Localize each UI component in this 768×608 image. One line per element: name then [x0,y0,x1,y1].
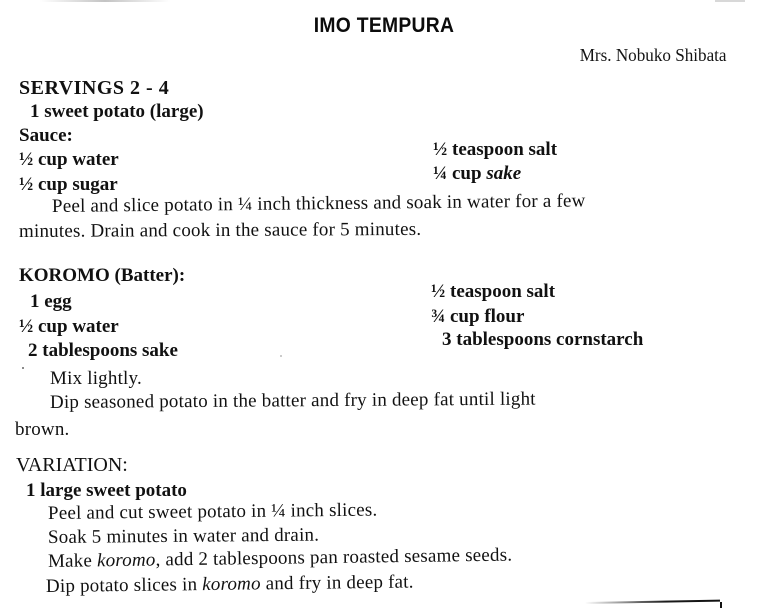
sauce-ingredient: ½ cup sugar [19,174,118,195]
main-ingredient: 1 sweet potato (large) [30,101,204,122]
scan-speck [22,367,24,369]
step-text: Dip potato slices in [45,574,203,597]
scan-artifact-bottom-edge [585,600,720,604]
koromo-heading [19,265,185,287]
variation-step [48,545,513,573]
koromo-ingredient: 2 tablespoons sake [28,340,178,361]
koromo-step: Mix lightly. [50,368,142,389]
step-text: , add 2 tablespoons pan roasted sesame seeds. [155,544,513,571]
sauce-ingredient [433,163,521,185]
sauce-instructions: minutes. Drain and cook in the sauce for 5 minutes. [18,218,422,242]
step-italic-term: koromo [202,573,261,596]
step-text: and fry in deep fat. [260,571,414,595]
variation-step: Soak 5 minutes in water and drain. [47,524,320,548]
koromo-ingredient: ¾ cup flour [431,306,525,327]
variation-heading: VARIATION: [16,454,128,476]
koromo-step: brown. [15,419,70,440]
variation-step: Peel and cut sweet potato in ¼ inch slices. [47,499,378,524]
scan-artifact-top [40,0,170,2]
koromo-heading-bold: KOROMO [19,265,110,286]
servings-label: SERVINGS 2 - 4 [19,77,170,99]
scan-artifact-top-right [715,0,745,2]
step-italic-term: koromo [96,549,156,572]
recipe-title: IMO TEMPURA [313,14,455,37]
sauce-ingredient: ½ teaspoon salt [433,139,558,160]
koromo-ingredient: 3 tablespoons cornstarch [442,329,644,350]
ingredient-amount: ¼ cup [433,163,487,184]
variation-step [46,572,414,598]
sauce-instructions: Peel and slice potato in ¼ inch thickness and soak in water for a few [51,190,586,217]
sauce-ingredient: ½ cup water [19,149,119,170]
koromo-ingredient: ½ teaspoon salt [431,281,556,302]
recipe-author: Mrs. Nobuko Shibata [579,45,726,65]
scan-artifact-bottom-corner [720,602,722,608]
sauce-heading: Sauce: [19,125,73,146]
ingredient-name: sake [486,163,522,184]
scan-speck [280,355,282,357]
koromo-step: Dip seasoned potato in the batter and fry in deep fat until light [49,388,536,413]
koromo-heading-rest: (Batter): [109,265,186,286]
step-text: Make [47,550,98,572]
koromo-ingredient: 1 egg [30,291,72,312]
variation-ingredient: 1 large sweet potato [26,480,187,501]
koromo-ingredient: ½ cup water [19,316,119,337]
